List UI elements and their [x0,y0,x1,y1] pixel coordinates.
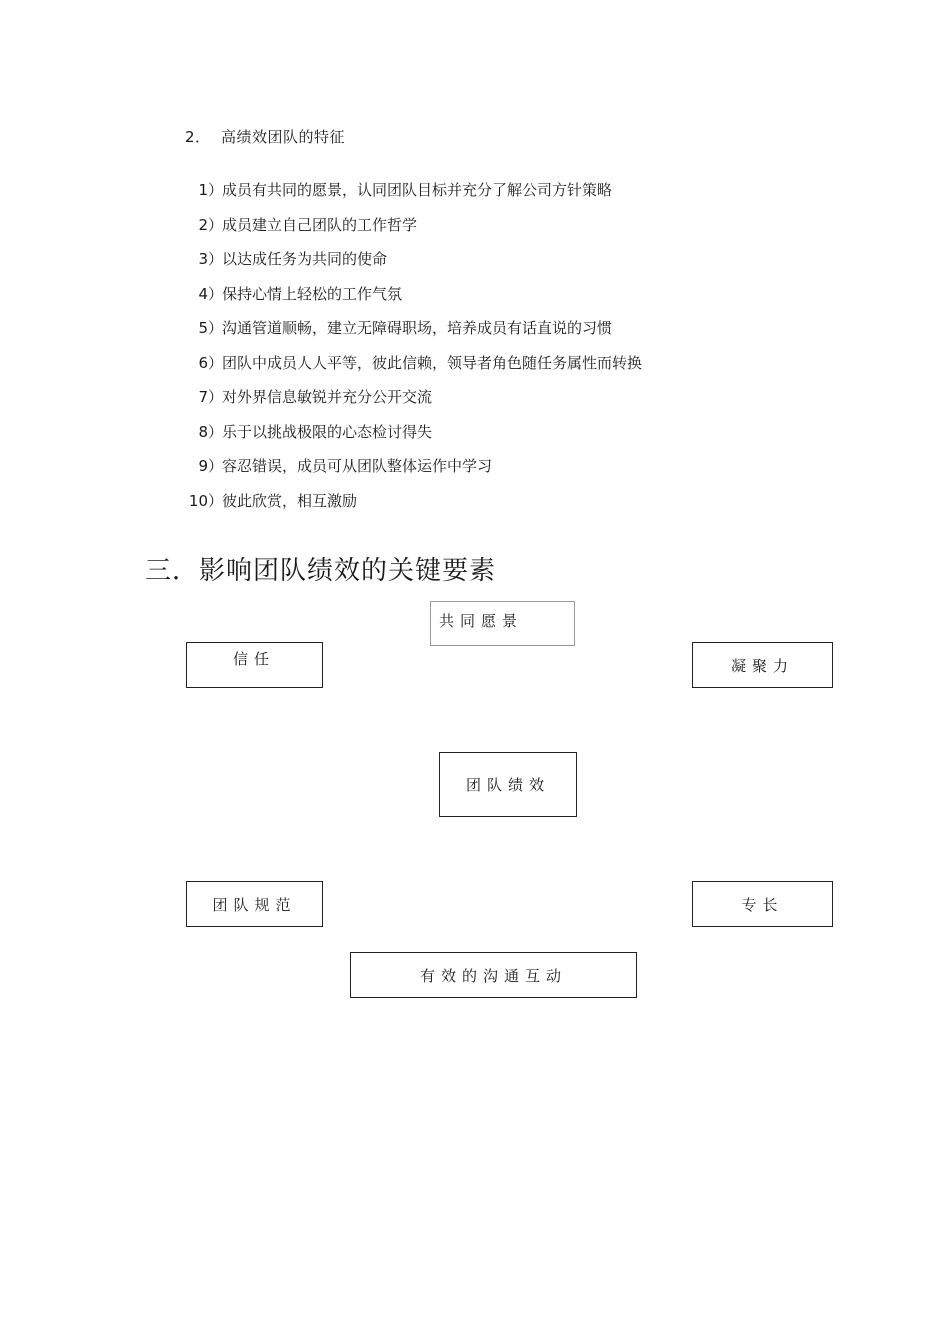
cohesion-box [692,642,833,688]
team-performance-label: 团队绩效 [465,776,550,794]
list-item-number: 6 [198,353,208,372]
list-item-paren: ） [208,319,224,337]
list-item-paren: ） [208,215,224,234]
list-item-number: 1 [198,181,208,199]
list-item-number: 10 [188,491,208,510]
list-item [182,213,642,248]
list-item-number: 5 [198,319,208,337]
list-item [182,420,642,455]
subheading-text: 高绩效团队的特征 [221,128,346,146]
list-item-paren: ） [208,181,224,199]
list-item-number: 4 [198,284,208,303]
list-item-text: 彼此欣赏，相互激励 [222,491,358,510]
shared-vision-label: 共同愿景 [439,612,524,630]
shared-vision-box [430,601,575,646]
list-item [182,178,642,213]
list-item-paren: ） [208,422,224,441]
list-item-number: 9 [198,457,208,475]
effective-communication-box [350,952,637,998]
trust-box [186,642,323,688]
trust-label: 信任 [233,650,276,668]
expertise-label: 专长 [741,895,784,914]
list-item [182,385,642,420]
list-item [182,282,642,317]
list-item [182,316,642,351]
list-item-text: 容忍错误，成员可从团队整体运作中学习 [222,457,493,475]
list-item-text: 沟通管道顺畅，建立无障碍职场，培养成员有话直说的习惯 [222,319,613,337]
characteristics-list [182,178,642,523]
team-norms-label: 团队规范 [212,895,297,914]
list-item-text: 以达成任务为共同的使命 [222,250,388,268]
list-item-text: 对外界信息敏锐并充分公开交流 [222,388,433,406]
list-item-text: 成员有共同的愿景，认同团队目标并充分了解公司方针策略 [222,181,613,199]
cohesion-label: 凝聚力 [730,656,794,675]
list-item-text: 乐于以挑战极限的心态检讨得失 [222,422,433,441]
list-item [182,454,642,489]
list-item-text: 保持心情上轻松的工作气氛 [222,284,403,303]
list-item-number: 2 [198,215,208,234]
list-item-paren: ） [208,284,224,303]
list-item-paren: ） [208,250,224,268]
effective-communication-label: 有效的沟通互动 [419,966,567,985]
subheading [185,126,345,147]
list-item-paren: ） [208,353,224,372]
list-item-number: 3 [198,250,208,268]
list-item-number: 8 [198,422,208,441]
subheading-number: 2． [185,128,211,146]
list-item [182,489,642,524]
list-item [182,247,642,282]
team-norms-box [186,881,323,927]
list-item-text: 成员建立自己团队的工作哲学 [222,215,418,234]
list-item-text: 团队中成员人人平等，彼此信赖，领导者角色随任务属性而转换 [222,353,643,372]
list-item-paren: ） [208,388,224,406]
team-performance-box [439,752,577,817]
section-title: 三．影响团队绩效的关键要素 [145,556,497,586]
list-item-paren: ） [208,491,224,510]
list-item-number: 7 [198,388,208,406]
list-item [182,351,642,386]
list-item-paren: ） [208,457,224,475]
expertise-box [692,881,833,927]
